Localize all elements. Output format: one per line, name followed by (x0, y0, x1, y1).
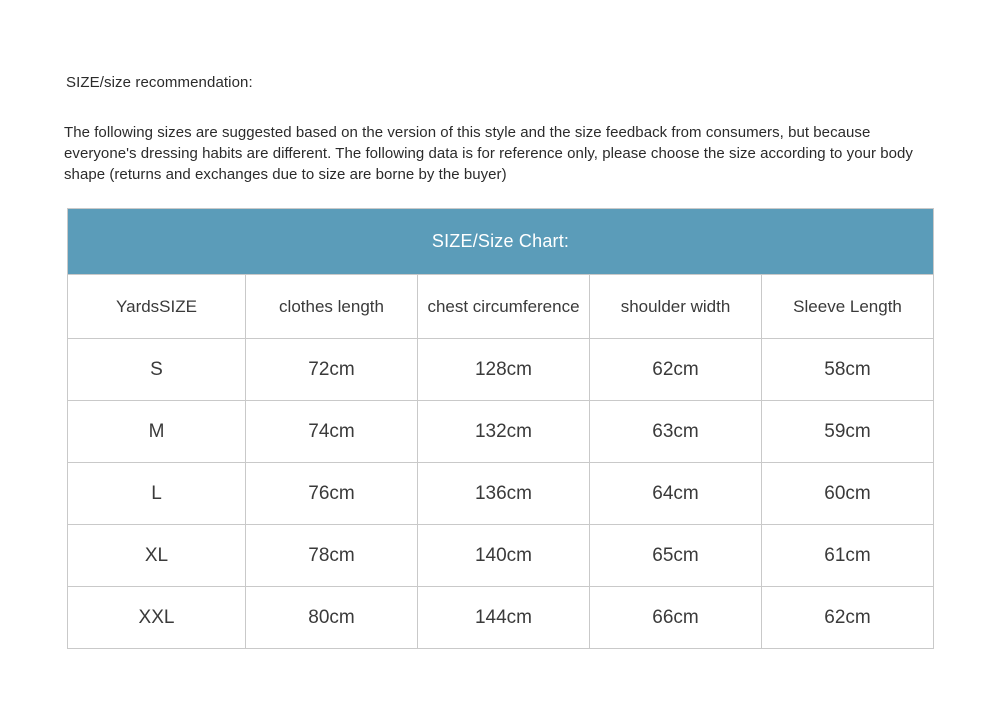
cell-shoulder-width: 62cm (590, 339, 762, 401)
table-row (68, 401, 934, 463)
cell-chest-circumference: 144cm (418, 587, 590, 649)
cell-size: M (68, 401, 246, 463)
size-table (67, 208, 934, 649)
cell-sleeve-length: 58cm (762, 339, 934, 401)
table-row (68, 463, 934, 525)
table-header-row (68, 275, 934, 339)
page-title: SIZE/size recommendation: (66, 74, 253, 91)
column-header-size: YardsSIZE (68, 275, 246, 339)
cell-sleeve-length: 62cm (762, 587, 934, 649)
cell-clothes-length: 72cm (246, 339, 418, 401)
cell-size: L (68, 463, 246, 525)
table-row (68, 587, 934, 649)
cell-size: S (68, 339, 246, 401)
table-row (68, 525, 934, 587)
cell-sleeve-length: 59cm (762, 401, 934, 463)
cell-size: XXL (68, 587, 246, 649)
cell-shoulder-width: 64cm (590, 463, 762, 525)
cell-clothes-length: 80cm (246, 587, 418, 649)
cell-shoulder-width: 63cm (590, 401, 762, 463)
cell-clothes-length: 78cm (246, 525, 418, 587)
cell-shoulder-width: 66cm (590, 587, 762, 649)
cell-sleeve-length: 60cm (762, 463, 934, 525)
column-header-sleeve-length: Sleeve Length (762, 275, 934, 339)
table-title: SIZE/Size Chart: (68, 209, 934, 275)
cell-chest-circumference: 140cm (418, 525, 590, 587)
column-header-clothes-length: clothes length (246, 275, 418, 339)
cell-chest-circumference: 128cm (418, 339, 590, 401)
intro-paragraph: The following sizes are suggested based on the version of this style and the size feedback from consumers, but because everyone's dressing habits are different. The following data is for reference only, please choose the size according to your body shape (returns and exchanges due to size are borne by the buyer) (64, 124, 913, 183)
cell-clothes-length: 74cm (246, 401, 418, 463)
table-title-row (68, 209, 934, 275)
column-header-shoulder-width: shoulder width (590, 275, 762, 339)
size-table-container (67, 208, 933, 649)
cell-chest-circumference: 132cm (418, 401, 590, 463)
table-row (68, 339, 934, 401)
cell-clothes-length: 76cm (246, 463, 418, 525)
column-header-chest-circumference: chest circumference (418, 275, 590, 339)
cell-chest-circumference: 136cm (418, 463, 590, 525)
cell-size: XL (68, 525, 246, 587)
cell-shoulder-width: 65cm (590, 525, 762, 587)
cell-sleeve-length: 61cm (762, 525, 934, 587)
